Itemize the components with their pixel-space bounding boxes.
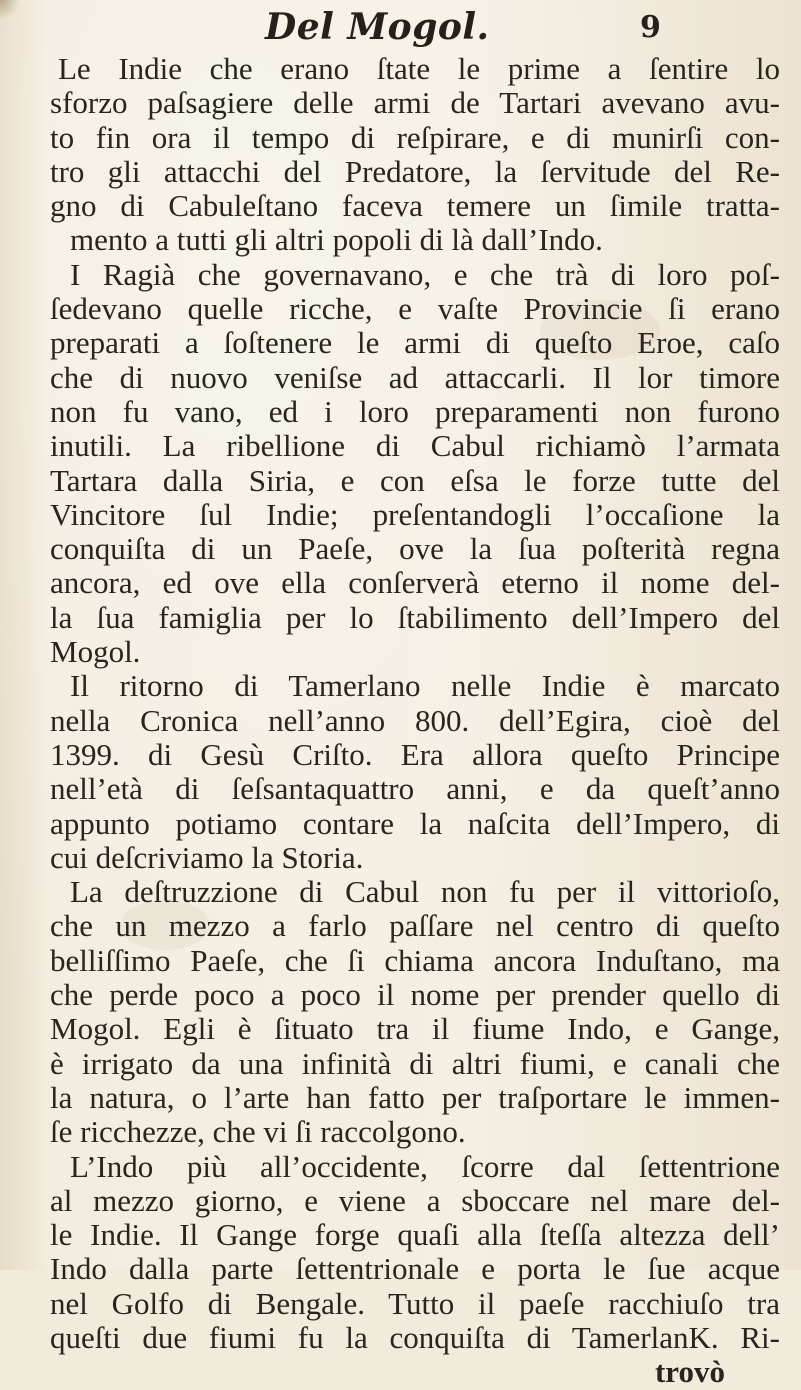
text-line: Mogol.	[50, 635, 141, 670]
text-line: che un mezzo a farlo paſſare nel centro di queſto	[50, 909, 780, 944]
text-line: Tartara dalla Siria, e con eſsa le forze tutte del	[50, 463, 780, 498]
text-line: le Indie. Il Gange forge quaſi alla ſteſſa altezza dell’	[50, 1218, 780, 1253]
page-number: 9	[640, 10, 661, 45]
text-line: al mezzo giorno, e viene a sboccare nel mare del-	[50, 1183, 780, 1218]
text-line: non fu vano, ed i loro preparamenti non furono	[50, 394, 780, 429]
text-line: Mogol. Egli è ſituato tra il fiume Indo, e Gange,	[50, 1012, 780, 1047]
text-line: Indo dalla parte ſettentrionale e porta le ſue acque	[50, 1252, 780, 1287]
text-line: nel Golfo di Bengale. Tutto il paeſe racchiuſo tra	[50, 1286, 780, 1321]
text-line: Vincitore ſul Indie; preſentandogli l’occaſione la	[50, 497, 780, 532]
text-line: 1399. di Gesù Criſto. Era allora queſto Principe	[50, 737, 780, 772]
text-line: che di nuovo veniſse ad attaccarli. Il lor timore	[50, 360, 780, 395]
text-line: Le Indie che erano ſtate le prime a ſentire lo	[58, 52, 780, 86]
text-line: queſti due fiumi fu la conquiſta di TamerlanK. Ri-	[50, 1320, 780, 1355]
text-line: Il ritorno di Tamerlano nelle Indie è marcato	[70, 669, 780, 704]
text-line: inutili. La ribellione di Cabul richiamò l’armata	[50, 429, 780, 464]
text-line: La deſtruzzione di Cabul non fu per il vittorioſo,	[70, 875, 780, 910]
body-text	[50, 52, 780, 1390]
text-line: sforzo paſsagiere delle armi de Tartari avevano avu-	[50, 86, 780, 121]
text-line: la ſua famiglia per lo ſtabilimento dell’Impero del	[50, 600, 780, 635]
text-line: mento a tutti gli altri popoli di là dall’Indo.	[70, 223, 603, 258]
text-line: la natura, o l’arte han fatto per traſportare le immen-	[50, 1080, 780, 1115]
text-line: nell’età di ſeſsantaquattro anni, e da queſt’anno	[50, 772, 780, 807]
text-line: tro gli attacchi del Predatore, la ſervitude del Re-	[50, 154, 780, 189]
text-line: I Ragià che governavano, e che trà di loro poſ-	[70, 257, 780, 292]
text-line: to fin ora il tempo di reſpirare, e di munirſi con-	[50, 120, 780, 155]
text-line: nella Cronica nell’anno 800. dell’Egira, cioè del	[50, 703, 780, 738]
text-line: che perde poco a poco il nome per prender quello di	[50, 978, 780, 1013]
text-line: gno di Cabuleſtano faceva temere un ſimile tratta-	[50, 189, 780, 224]
text-line: L’Indo più all’occidente, ſcorre dal ſettentrione	[70, 1149, 780, 1184]
text-line: cui deſcriviamo la Storia.	[50, 840, 364, 875]
catchword: trovò	[654, 1355, 725, 1390]
text-line: conquiſta di un Paeſe, ove la ſua poſterità regna	[50, 532, 780, 567]
running-title: Del Mogol.	[265, 6, 490, 48]
running-head	[0, 6, 801, 54]
text-line: appunto potiamo contare la naſcita dell’Impero, di	[50, 806, 780, 841]
text-line: ancora, ed ove ella conſerverà eterno il nome del-	[50, 566, 780, 601]
text-line: ſedevano quelle ricche, e vaſte Provincie ſi erano	[50, 292, 780, 327]
text-line: è irrigato da una infinità di altri fiumi, e canali che	[50, 1046, 780, 1081]
text-line: belliſſimo Paeſe, che ſi chiama ancora Induſtano, ma	[50, 943, 780, 978]
text-line: ſe ricchezze, che vi ſi raccolgono.	[50, 1115, 466, 1150]
text-line: preparati a ſoſtenere le armi di queſto Eroe, caſo	[50, 326, 780, 361]
